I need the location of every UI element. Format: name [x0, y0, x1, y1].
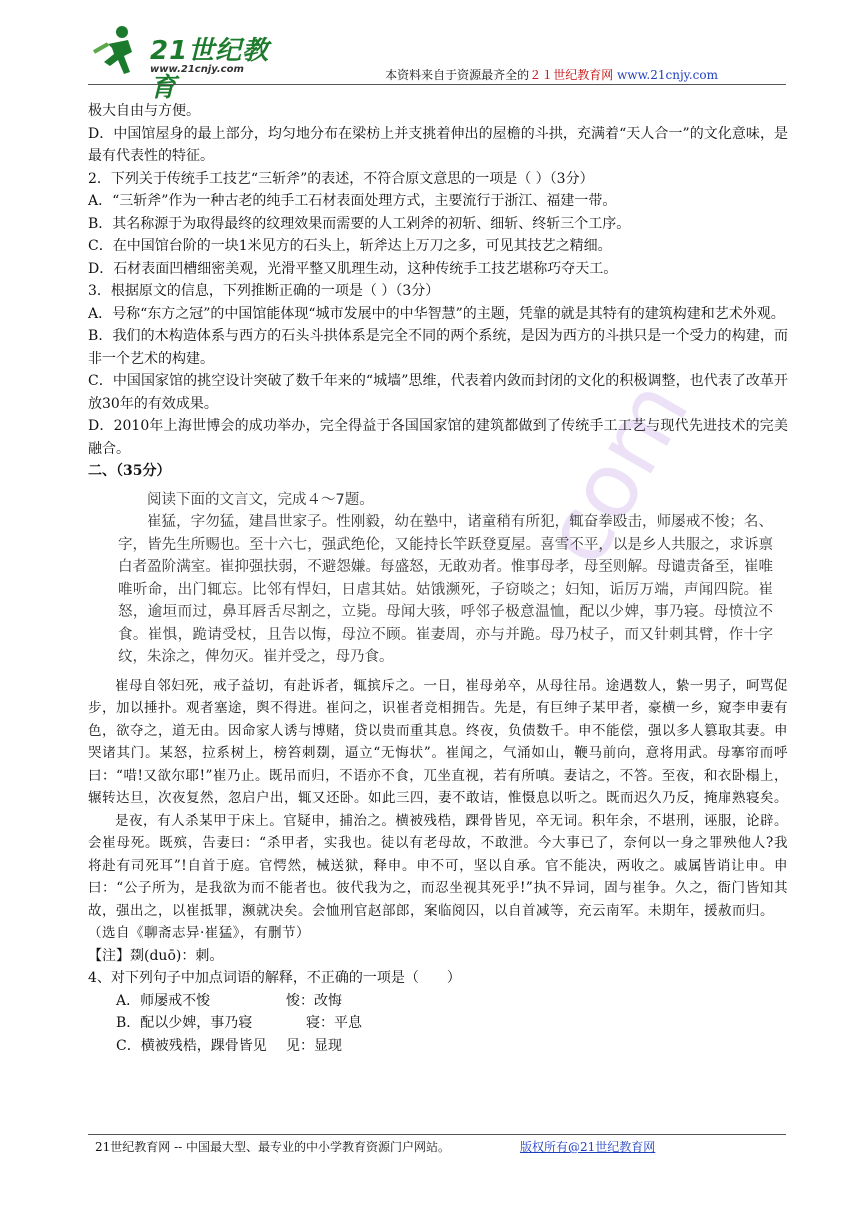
annotation-note: 【注】剟(duō)：刺。	[88, 947, 224, 964]
text-line: 极大自由与方便。	[88, 103, 200, 119]
q3-option-c: C．中国国家馆的挑空设计突破了数千年来的“城墙”思维，代表着内敛而封闭的文化的积极调整，也代表了改革开放30年的有效成果。	[88, 373, 788, 412]
header-note	[385, 66, 718, 83]
logo-url: www.21cnjy.com	[150, 64, 244, 75]
classical-para-1: 崔母自邻妇死，戒子益切，有赴诉者，辄摈斥之。一日，崔母弟卒，从母往吊。途遇数人，絷一男子，呵骂促步，加以捶扑。观者塞途，舆不得进。崔问之，识崔者竞相拥告。先是，有巨绅子某甲者，豪横一乡，窥李申妻有色，欲夺之，道无由。因命家人诱与博赌，贷以贵而重其息。终夜，负债数千。申不能偿，强以多人篡取其妻。申哭诸其门。某怒，拉系树上，榜笞刺剟，逼立“无悔状”。崔闻之，气涌如山，鞭马前向，意将用武。母搴帘而呼曰：“唶!又欲尔耶!”崔乃止。既吊而归，不语亦不食，兀坐直视，若有所嗔。妻诘之，不答。至夜，和衣卧榻上，辗转达旦，次夜复然，忽启户出，辄又还卧。如此三四，妻不敢诘，惟慑息以听之。既而迟久乃反，掩扉熟寝矣。	[88, 677, 788, 806]
q4-option-b	[88, 1012, 788, 1035]
classical-para-2: 是夜，有人杀某甲于床上。官疑申，捕治之。横被残梏，踝骨皆见，卒无词。积年余，不堪刑，诬服，论辟。会崔母死。既殡，告妻曰：“杀甲者，实我也。徒以有老母故，不敢泄。今大事已了，奈何以一身之罪殃他人?我将赴有司死耳”!自首于庭。官愕然，械送狱，释申。申不可，坚以自承。官不能决，两收之。戚属皆诮让申。申曰：“公子所为，是我欲为而不能者也。彼代我为之，而忍坐视其死乎!”执不异词，固与崔争。久之，衙门皆知其故，强出之，以崔抵罪，濒就决矣。会恤刑官赵部郎，案临阅囚，以自首减等，充云南军。未期年，援赦而归。	[88, 812, 788, 919]
question-2: 2．下列关于传统手工技艺“三斩斧”的表述，不符合原文意思的一项是（ ）（3分）	[88, 170, 594, 187]
q2-option-d: D．石材表面凹槽细密美观，光滑平整又肌理生动，这种传统手工技艺堪称巧夺天工。	[88, 260, 618, 277]
q3-option-d: D．2010年上海世博会的成功举办，完全得益于各国国家馆的建筑都做到了传统手工工艺与现代先进技术的完美融合。	[88, 418, 788, 457]
watermark: com	[522, 363, 710, 582]
header-divider	[88, 84, 786, 85]
document-body	[88, 100, 788, 1057]
q4c-text: C．横被残梏，踝骨皆见	[116, 1037, 267, 1054]
q3-option-a: A．号称“东方之冠”的中国馆能体现“城市发展中的中华智慧”的主题，凭靠的就是其特有的建筑构建和艺术外观。	[88, 305, 785, 322]
question-3: 3．根据原文的信息，下列推断正确的一项是（ ）（3分）	[88, 283, 440, 299]
section-heading: 二、（35分）	[88, 463, 171, 479]
page-header	[88, 22, 788, 103]
q4b-gloss: 寝：平息	[306, 1015, 362, 1031]
scanned-passage	[118, 489, 773, 669]
q4c-gloss: 见：显现	[286, 1037, 342, 1054]
copyright-link[interactable]: 版权所有@21世纪教育网	[520, 1140, 656, 1154]
q3-option-b: B．我们的木构造体系与西方的石头斗拱体系是完全不同的两个系统，是因为西方的斗拱只是一个受力的构建，而非一个艺术的构建。	[88, 328, 788, 367]
q4b-text: B．配以少婢，事乃寝	[116, 1015, 253, 1031]
q2-option-a: A．“三斩斧”作为一种古老的纯手工石材表面处理方式，主要流行于浙江、福建一带。	[88, 193, 617, 209]
footer-text: 21世纪教育网 -- 中国最大型、最专业的中小学教育资源门户网站。	[95, 1140, 451, 1154]
q2-option-c: C．在中国馆台阶的一块1米见方的石头上，斩斧达上万刀之多，可见其技艺之精细。	[88, 238, 612, 254]
option-d: D．中国馆屋身的最上部分，均匀地分布在梁枋上并支挑着伸出的屋檐的斗拱，充满着“天人合一”的文化意味，是最有代表性的特征。	[88, 125, 788, 164]
passage-intro: 阅读下面的文言文，完成４～7题。	[147, 491, 374, 508]
question-4: 4、对下列句子中加点词语的解释，不正确的一项是（ ）	[88, 970, 461, 986]
q2-option-b: B．其名称源于为取得最终的纹理效果而需要的人工剁斧的初斩、细斩、终斩三个工序。	[88, 215, 631, 232]
q4a-gloss: 悛：改悔	[286, 992, 342, 1009]
source-citation: （选自《聊斋志异·崔猛》，有删节）	[88, 925, 311, 941]
logo-text: 21世纪教育	[150, 36, 270, 103]
footer-divider	[88, 1134, 786, 1135]
q4-option-c	[88, 1035, 788, 1058]
runner-logo-icon	[88, 22, 148, 82]
site-logo	[88, 22, 288, 103]
q4-option-a	[88, 990, 788, 1013]
classical-text	[88, 675, 788, 945]
header-url-link[interactable]: www.21cnjy.com	[617, 68, 718, 82]
passage-body: 崔猛，字勿猛，建昌世家子。性刚毅，幼在塾中，诸童稍有所犯，辄奋拳殴击，师屡戒不悛；名、字，皆先生所赐也。至十六七，强武绝伦，又能持长竿跃登夏屋。喜雪不平，以是乡人共服之，求诉禀白者盈阶满室。崔抑强扶弱，不避怨嫌。每盛怒，无敢劝者。惟事母孝，母至则解。母谴责备至，崔唯唯听命，出门辄忘。比邻有悍妇，日虐其姑。姑饿濒死，子窃啖之；妇知，诟厉万端，声闻四院。崔怒，逾垣而过，鼻耳唇舌尽割之，立毙。母闻大骇，呼邻子极意温恤，配以少婢，事乃寝。母愤泣不食。崔惧，跪请受杖，且告以悔，母泣不顾。崔妻周，亦与并跪。母乃杖子，而又针刺其臂，作十字纹，朱涂之，俾勿灭。崔并受之，母乃食。	[118, 514, 773, 665]
header-site-link[interactable]: ２１世纪教育网	[529, 68, 614, 82]
header-note-prefix: 本资料来自于资源最齐全的	[385, 68, 530, 82]
q4a-text: A．师屡戒不悛	[116, 992, 211, 1009]
